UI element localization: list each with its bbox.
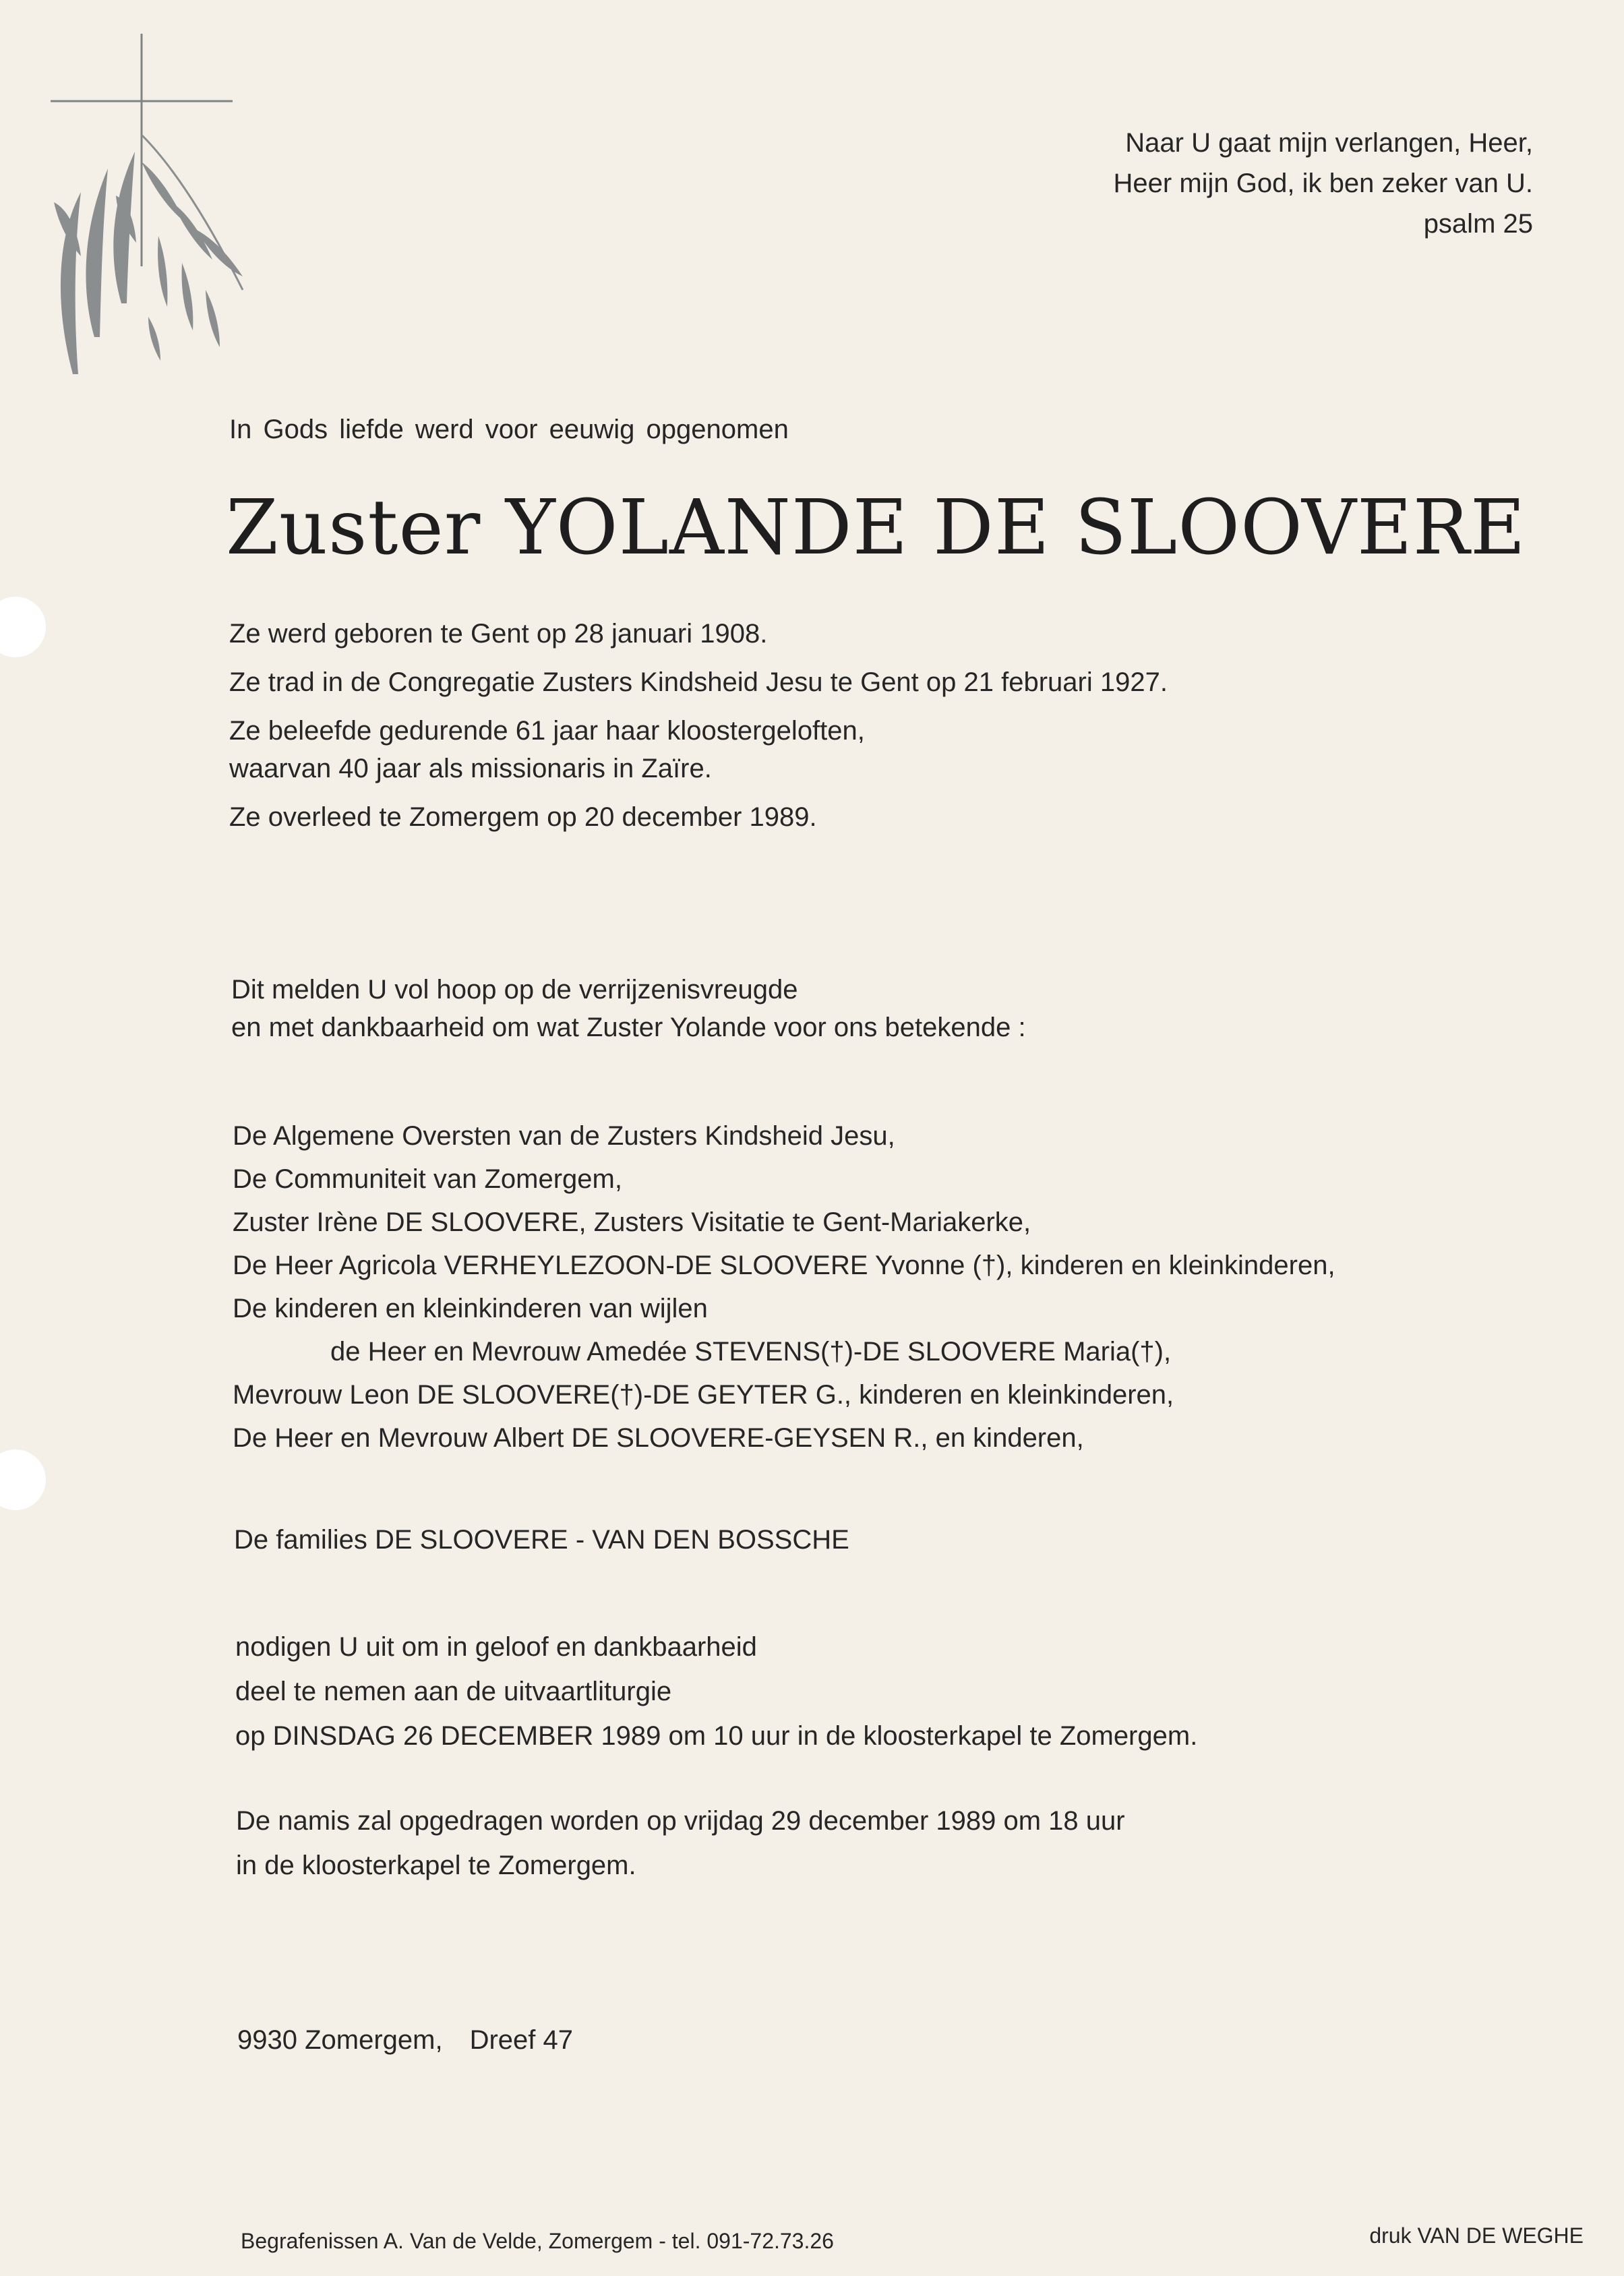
cross-wheat-emblem-icon	[40, 34, 263, 378]
punch-hole	[0, 597, 46, 657]
family-line: De Algemene Oversten van de Zusters Kindsheid Jesu,	[233, 1121, 895, 1151]
family-line: De Heer en Mevrouw Albert DE SLOOVERE-GEYSEN R., en kinderen,	[233, 1423, 1084, 1453]
namis-line: in de kloosterkapel te Zomergem.	[236, 1851, 636, 1880]
namis-notice	[236, 1799, 1125, 1888]
deceased-name: Zuster YOLANDE DE SLOOVERE	[226, 484, 1526, 572]
psalm-line: Naar U gaat mijn verlangen, Heer,	[1125, 128, 1533, 158]
announcement	[231, 971, 1026, 1046]
psalm-reference: psalm 25	[1423, 209, 1533, 239]
biography-line: Ze beleefde gedurende 61 jaar haar kloostergeloften,	[229, 716, 865, 746]
families-line: De families DE SLOOVERE - VAN DEN BOSSCHE	[234, 1525, 849, 1555]
biography-line: Ze trad in de Congregatie Zusters Kindsheid Jesu te Gent op 21 februari 1927.	[229, 667, 1168, 697]
invitation-line: deel te nemen aan de uitvaartliturgie	[235, 1677, 672, 1706]
biography-line: Ze werd geboren te Gent op 28 januari 1908.	[229, 619, 768, 649]
family-line: De Communiteit van Zomergem,	[233, 1164, 622, 1194]
invitation-line: nodigen U uit om in geloof en dankbaarheid	[235, 1632, 757, 1662]
announcement-line: en met dankbaarheid om wat Zuster Yolande voor ons betekende :	[231, 1013, 1026, 1042]
address-city: 9930 Zomergem,	[237, 2025, 443, 2055]
printer-credit: druk VAN DE WEGHE	[1369, 2223, 1584, 2248]
family-line: Mevrouw Leon DE SLOOVERE(†)-DE GEYTER G., kinderen en kleinkinderen,	[233, 1380, 1174, 1410]
family-line: De kinderen en kleinkinderen van wijlen	[233, 1294, 708, 1323]
intro-line: In Gods liefde werd voor eeuwig opgenomen	[229, 415, 789, 444]
psalm-line: Heer mijn God, ik ben zeker van U.	[1113, 169, 1533, 198]
address-street: Dreef 47	[469, 2025, 574, 2055]
announcement-line: Dit melden U vol hoop op de verrijzenisvreugde	[231, 975, 798, 1005]
undertaker-credit: Begrafenissen A. Van de Velde, Zomergem - tel. 091-72.73.26	[241, 2229, 834, 2253]
invitation	[235, 1625, 1197, 1758]
family-list	[233, 1114, 1335, 1460]
punch-hole	[0, 1449, 46, 1510]
namis-line: De namis zal opgedragen worden op vrijdag 29 december 1989 om 18 uur	[236, 1806, 1125, 1836]
address	[237, 2021, 600, 2059]
biography-line: waarvan 40 jaar als missionaris in Zaïre.	[229, 754, 712, 783]
family-line: Zuster Irène DE SLOOVERE, Zusters Visitatie te Gent-Mariakerke,	[233, 1207, 1031, 1237]
biography-line: Ze overleed te Zomergem op 20 december 1989.	[229, 802, 817, 832]
biography	[229, 615, 1168, 836]
family-line: de Heer en Mevrouw Amedée STEVENS(†)-DE SLOOVERE Maria(†),	[330, 1337, 1172, 1367]
psalm-quote	[1114, 123, 1533, 244]
invitation-line: op DINSDAG 26 DECEMBER 1989 om 10 uur in de kloosterkapel te Zomergem.	[235, 1721, 1198, 1751]
family-line: De Heer Agricola VERHEYLEZOON-DE SLOOVERE Yvonne (†), kinderen en kleinkinderen,	[233, 1251, 1335, 1280]
